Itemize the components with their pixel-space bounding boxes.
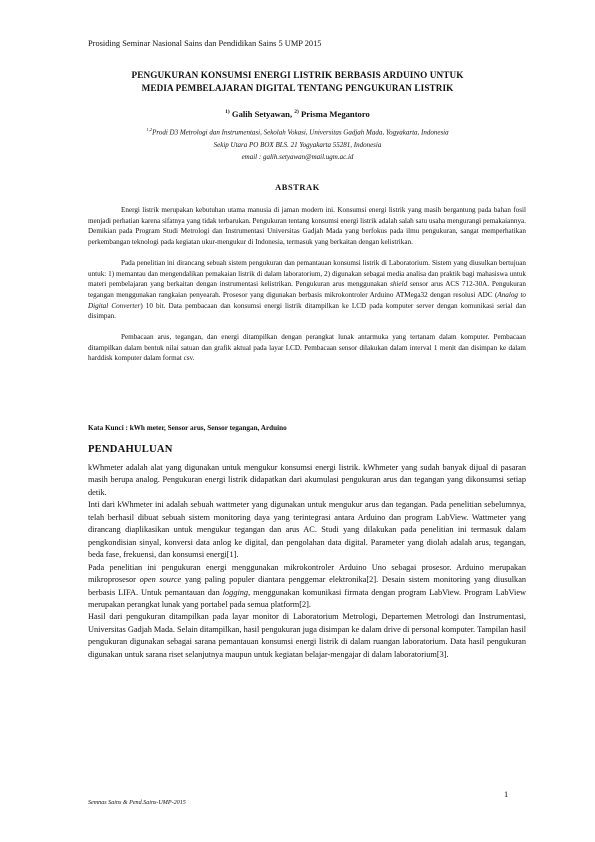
affiliation-line-1: $^{1,2}$Prodi D3 Metrologi dan Instrumentasi, Sekolah Vokasi, Universitas Gadjah Mada, Yogyakarta, Indonesia [146,127,449,137]
author2-marker: 2) [294,109,299,116]
abstract-heading: ABSTRAK [275,183,320,192]
shield-term: shield [390,280,408,289]
keywords [88,424,287,432]
adc-term: Analog to Digital Converter [88,290,526,310]
running-head: Prosiding Seminar Nasional Sains dan Pendidikan Sains 5 UMP 2015 [88,39,322,48]
keywords-label: Kata Kunci : [88,424,128,432]
page-footer: Semnas Sains & Pend.Sains-UMP-2015 [88,800,186,806]
author-1: Galih Setyawan, [231,109,293,119]
intro-paragraph-3: Pada penelitian ini pengukuran energi menggunakan mikrokontroler Arduino Uno sebagai prosesor. Arduino merupakan mikroprosesor open source yang paling populer diantara penggemar elektronika[2]. Desain sistem monitoring yang diusulkan berbasis LIFA. Untuk pemantauan dan logging, menggunakan komunikasi firmata dengan program LabView. Program LabView merupakan perangkat lunak yang portabel pada semua platform[2]. [88,562,527,609]
author-line [70,109,525,119]
section-heading-pendahuluan: PENDAHULUAN [88,444,173,455]
intro-paragraph-1: kWhmeter adalah alat yang digunakan untuk mengukur konsumsi energi listrik. kWhmeter yang sudah banyak dijual di pasaran masih berupa analog. Pengukuran energi listrik didapatkan dari akumulasi pengukuran arus dan tegangan yang dikonsumsi setiap detik. [88,463,526,497]
title-line-2: MEDIA PEMBELAJARAN DIGITAL TENTANG PENGUKURAN LISTRIK [141,83,454,93]
author-2: Prisma Megantoro [301,109,370,119]
affiliation-marker: 1,2 [146,127,153,132]
intro-paragraph-2: Inti dari kWhmeter ini adalah sebuah wattmeter yang digunakan untuk mengukur arus dan tegangan. Pada penelitian sebelumnya, telah berhasil dibuat sebuah sistem monitoring daya yang terintegrasi antara Arduino dan program LabView. Wattmeter yang dirancang diaplikasikan untuk mengukur tegangan dan arus AC. Studi yang dilakukan pada penelitian ini termasuk dalam pengkondisian sinyal, konversi data anlog ke digital, dan pengolahan data digital. Parameter yang diolah adalah arus, tegangan, beda fase, frekuensi, dan konsumsi energi[1]. [88,500,526,560]
logging-term: logging [222,587,249,597]
title-line-1: PENGUKURAN KONSUMSI ENERGI LISTRIK BERBASIS ARDUINO UNTUK [131,70,464,80]
abstract-paragraph-3: Pembacaan arus, tegangan, dan energi ditampilkan dengan perangkat lunak antarmuka yang tertanam dalam komputer. Pembacaan ditampilkan dalam bentuk nilai satuan dan grafik aktual pada layar LCD. Pembacaan sensor dilakukan dalam interval 1 menit dan disimpan ke dalam harddisk komputer dalam format csv. [88,333,526,363]
paper-title [70,69,525,95]
abstract-paragraph-2: Pada penelitian ini dirancang sebuah sistem pengukuran dan pemantauan konsumsi listrik di Laboratorium. Sistem yang diusulkan bertujuan untuk: 1) memantau dan mengendalikan pemakaian listrik di dalam laboratorium, 2) digunakan sebagai media analisa dan praktik bagi mahasiswa untuk materi pembelajaran yang berkaitan dengan instrumentasi kelistrikan. Pengukuran arus menggunakan shield sensor arus ACS 712-30A. Pengukuran tegangan menggunakan rangkaian penyearah. Prosesor yang digunakan berbasis mikrokontroler Arduino ATMega32 dengan resolusi ADC (Analog to Digital Converter) 10 bit. Data pembacaan dan konsumsi energi listrik ditampilkan ke LCD pada komputer server dengan komunikasi serial dan disimpan. [88,258,526,321]
intro-paragraph-4: Hasil dari pengukuran ditampilkan pada layar monitor di Laboratorium Metrologi, Departemen Metrologi dan Instrumentasi, Universitas Gadjah Mada. Selain ditampilkan, hasil pengukuran juga disimpan ke dalam drive di personal komputer. Tampilan hasil pengukuran digunakan sebagai sarana pemantauan konsumsi energi listrik di dalam ruangan laboratorium. Data hasil pengukuran digunakan untuk sarana riset selanjutnya maupun untuk kegiatan belajar-mengajar di dalam laboratorium[3]. [88,612,526,659]
author1-marker: 1) [225,109,230,116]
affiliation-line-2: Sekip Utara PO BOX BLS. 21 Yogyakarta 55281, Indonesia [213,140,382,149]
abstract-paragraph-1: Energi listrik merupakan kebutuhan utama manusia di jaman modern ini. Konsumsi energi listrik yang masih bergantung pada bahan fosil menjadi perhatian karena sifatnya yang tidak terbarukan. Pengukuran tentang konsumsi energi listrik adalah salah satu usaha mengurangi pemakaiannya. Demikian pada Program Studi Metrologi dan Instrumentasi Universitas Gadjah Mada yang berfokus pada ilmu pengukuran, sangat memperhatikan perkembangan teknologi pada kegiatan ukur-mengukur di Indonesia, termasuk yang berkaitan dengan kelistrikan. [88,206,526,247]
introduction-body [88,462,526,661]
affiliation [70,124,525,164]
author-email: email : galih.setyawan@mail.ugm.ac.id [241,153,354,162]
abstract-body [88,205,526,374]
open-source-term: open source [139,575,182,585]
page-number: 1 [504,790,509,799]
keywords-text: kWh meter, Sensor arus, Sensor tegangan, Arduino [129,424,287,432]
